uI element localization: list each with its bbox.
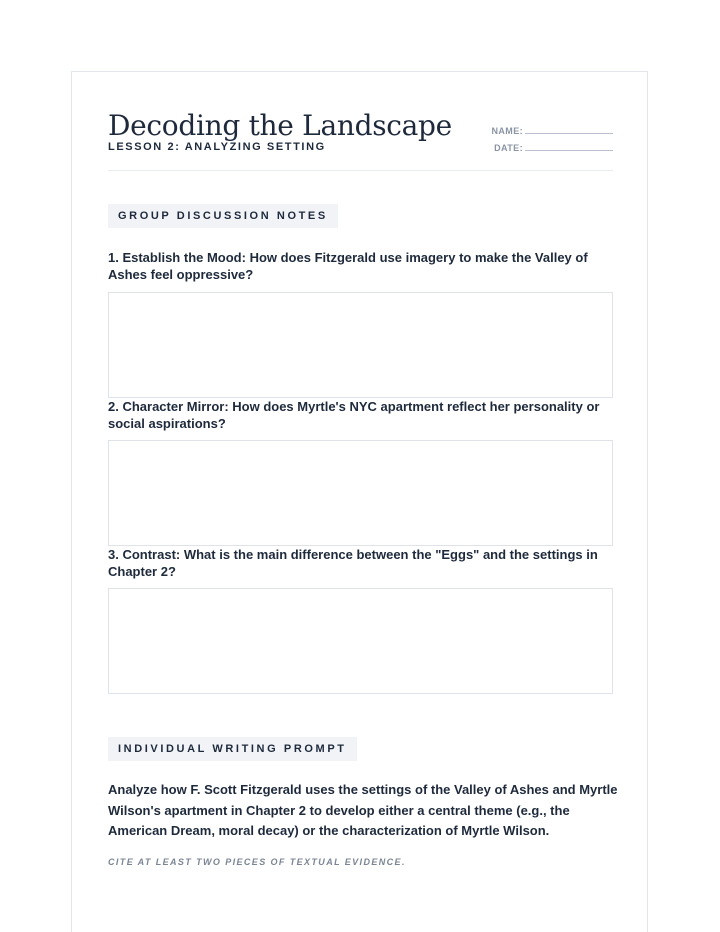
lesson-subtitle: LESSON 2: ANALYZING SETTING [108, 141, 326, 153]
name-label: NAME: [491, 126, 523, 136]
worksheet-page [71, 71, 648, 932]
name-line[interactable] [525, 124, 613, 134]
writing-prompt-heading: INDIVIDUAL WRITING PROMPT [108, 737, 357, 761]
answer-box-3[interactable] [108, 588, 613, 694]
question-1: 1. Establish the Mood: How does Fitzgerald use imagery to make the Valley of Ashes feel oppressive? [108, 250, 588, 282]
date-field[interactable] [453, 141, 613, 155]
date-line[interactable] [525, 141, 613, 151]
answer-box-2[interactable] [108, 440, 613, 546]
page-title: Decoding the Landscape [108, 109, 452, 142]
writing-prompt-text: Analyze how F. Scott Fitzgerald uses the settings of the Valley of Ashes and Myrtle Wilson's apartment in Chapter 2 to develop either a central theme (e.g., the American Dream, moral decay) or the characterization of Myrtle Wilson. [108, 782, 618, 838]
question-2: 2. Character Mirror: How does Myrtle's NYC apartment reflect her personality or social aspirations? [108, 399, 600, 431]
date-label: DATE: [494, 143, 523, 153]
worksheet-header [108, 108, 613, 171]
evidence-note: CITE AT LEAST TWO PIECES OF TEXTUAL EVIDENCE. [108, 857, 406, 867]
name-field[interactable] [453, 124, 613, 138]
question-3: 3. Contrast: What is the main difference between the "Eggs" and the settings in Chapter 2? [108, 547, 598, 579]
answer-box-1[interactable] [108, 292, 613, 398]
group-discussion-heading: GROUP DISCUSSION NOTES [108, 204, 338, 228]
